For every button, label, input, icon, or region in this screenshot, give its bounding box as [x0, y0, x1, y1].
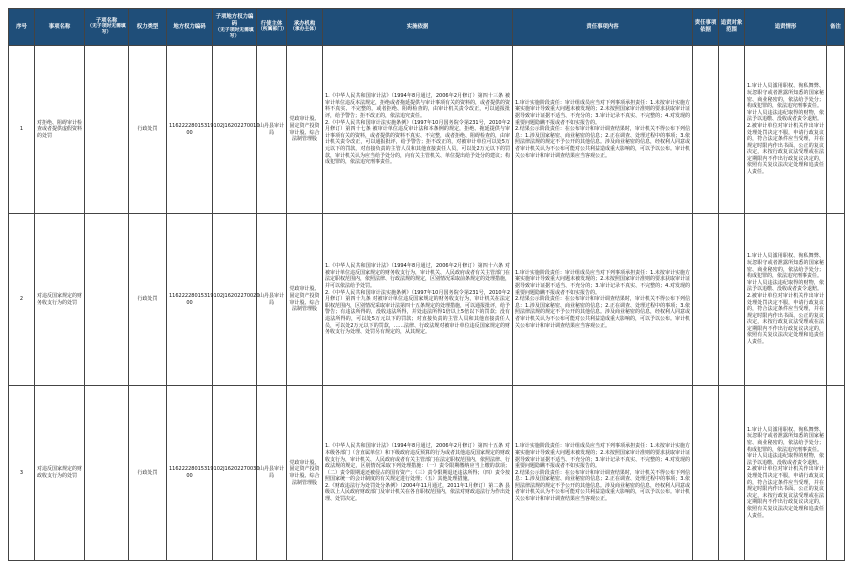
row-accountability-situations — [745, 386, 827, 561]
power-list-sheet — [8, 8, 844, 561]
row-organization: 党政审计股、固定资产投资审计股、综合法制管理股 — [287, 46, 323, 214]
table-row — [9, 214, 845, 386]
header-duty-content: 责任事项内容 — [513, 9, 693, 46]
header-duty-basis: 责任事项依据 — [693, 9, 719, 46]
situation-paragraph: 审计人员违法违纪取得的财物，依法予以追缴、没收或者责令退赔。 — [747, 279, 824, 293]
situation-paragraph: 1.审计人员滥用职权、徇私舞弊、玩忽职守或者泄露所知悉的国家秘密、商业秘密的，依法给予处分；构成犯罪的，依法追究刑事责任。 — [747, 253, 824, 280]
table-row — [9, 46, 845, 214]
row-sub-power-code — [213, 214, 257, 386]
row-accountable-scope — [719, 386, 745, 561]
basis-paragraph: 2.《中华人民共和国审计法实施条例》（1997年10月国务院令第231号，2010年2月修订）第四十九条 对被审计单位违反国家规定的财务收支行为，审计机关在法定职权范围内，区别情况采取审计法第四十五条规定的处理措施，可以通报批评，给予警告；有违法所得的，没收违法所得，并处违法所得1倍以上5倍以下的罚款；没有违法所得的，可以处5万元以下的罚款；对直接负责的主管人员和其他直接责任人员，可以处2万元以下的罚款，……法律、行政法规对被审计单位违反国家规定的财务收支行为处理、处罚另有规定的，从其规定。 — [325, 289, 511, 336]
header-remark: 备注 — [827, 9, 845, 46]
row-subject: 山丹县审计局 — [257, 386, 287, 561]
duty-paragraph: 2.结果公示阶段责任：在公布审计和审计调查结果时，审计机关不得公布下列信息：1.涉及国家秘密、商业秘密的信息；2.正在调查、处理过程中的事项；3.依照法律法规的规定不予公开的其他信息。涉及商业秘密的信息，经权利人同意或者审计机关认为不公布可能对公共利益造成重大影响的，可以予以公布。审计机关公布审计和审计调查结果应当客观公正。 — [515, 126, 691, 159]
row-basis — [323, 386, 513, 561]
row-power-code: 11622228015319102J16202270020 00 — [167, 214, 213, 386]
basis-paragraph: 1.《中华人民共和国审计法》（1994年8月通过，2006年2月修订）第四十六条 对被审计单位违反国家规定的财务收支行为，审计机关、人民政府或者有关主管部门在法定职权范围内，依照法律、行政法规的规定，区别情况采取前条规定的处理措施，并可以依法给予处罚。 — [325, 263, 511, 290]
header-seq: 序号 — [9, 9, 35, 46]
header-basis: 实施依据 — [323, 9, 513, 46]
row-duty-content — [513, 214, 693, 386]
row-accountability-situations — [745, 46, 827, 214]
row-accountability-situations — [745, 214, 827, 386]
row-organization: 党政审计股、固定资产投资审计股、综合法制管理股 — [287, 214, 323, 386]
basis-paragraph: 2.《中华人民共和国审计法实施条例》（1997年10月国务院令第231号，2010年2月修订）第四十七条 被审计单位违反审计法和本条例的规定，拒绝、拖延提供与审计事项有关的资料，或者提供的资料不真实、不完整，或者拒绝、阻碍检查的，由审计机关责令改正，可以通报批评，给予警告；拒不改正的，对被审计单位可以处5万元以下的罚款，对直接负责的主管人员和其他直接责任人员，可以处2万元以下的罚款，审计机关认为应当给予处分的，向有关主管机关、单位提出给予处分的建议；构成犯罪的，依法追究刑事责任。 — [325, 119, 511, 166]
row-seq: 1 — [9, 46, 35, 214]
header-sub-power-code: 子项地方权力编码 （无子项时无需填写） — [213, 9, 257, 46]
header-power-type: 权力类型 — [129, 9, 167, 46]
row-duty-content — [513, 386, 693, 561]
row-duty-basis — [693, 214, 719, 386]
header-item-name: 事项名称 — [35, 9, 85, 46]
situation-paragraph: 审计人员违法违纪取得的财物，依法予以追缴、没收或者责令退赔。 — [747, 453, 824, 466]
table-row — [9, 386, 845, 561]
header-row — [9, 9, 845, 46]
basis-paragraph: 2.《财政违法行为处罚处分条例》（2004年11月通过，2011年1月修订）第二条 县级以上人民政府财政部门及审计机关在各自职权范围内，依法对财政违法行为作出处理、处罚决定。 — [325, 482, 511, 503]
header-organization: 承办机构 （承办主体） — [287, 9, 323, 46]
row-basis — [323, 46, 513, 214]
situation-paragraph: 2.被审计单位对审计机关作出审计处理处罚决定不服，申请行政复议的，符合法定条件应当受理，并在规定时限内作出书面、公正的复议决定，未按行政复议法受理或在法定期限内不作出行政复议决定的，依照有关复议法决定处理和追责任人责任。 — [747, 466, 824, 519]
row-sub-item-name — [85, 386, 129, 561]
row-subject: 山丹县审计局 — [257, 46, 287, 214]
duty-paragraph: 1.审计实施阶段责任：审计组成员应当对下列事项承担责任：1.未按审计实施方案实施审计导致重大问题未被发现的；2.未按照国家审计准则的要求获取审计证据导致审计证据不适当、不充分的；3.审计记录不真实、不完整的；4.对发现的重要问题隐瞒不报或者不如实报告的。 — [515, 99, 690, 126]
power-responsibility-table — [8, 8, 845, 561]
duty-paragraph: 2.结果公示阶段责任：在公布审计和审计调查结果时，审计机关不得公布下列信息：1.涉及国家秘密、商业秘密的信息；2.正在调查、处理过程中的事项；3.依照法律法规的规定不予公开的其他信息。涉及商业秘密的信息，经权利人同意或者审计机关认为不公布可能对公共利益造成重大影响的，可以予以公布。审计机关公布审计和审计调查结果应当客观公正。 — [515, 469, 691, 503]
row-accountable-scope — [719, 46, 745, 214]
row-sub-power-code — [213, 386, 257, 561]
row-duty-basis — [693, 386, 719, 561]
row-power-code: 11622228015319102J16202270030 00 — [167, 386, 213, 561]
basis-paragraph: 1.《中华人民共和国审计法》（1994年8月通过，2006年2月修订）第四十三条 被审计单位违反本法规定，拒绝或者拖延提供与审计事项有关的资料的，或者提供的资料不真实、不完整的，或者拒绝、阻碍检查的，由审计机关责令改正，可以通报批评，给予警告；拒不改正的，依法追究责任。 — [325, 93, 511, 120]
row-power-type: 行政处罚 — [129, 214, 167, 386]
header-accountable-scope: 追责对象范围 — [719, 9, 745, 46]
situation-paragraph: 1.审计人员滥用职权、徇私舞弊、玩忽职守或者泄露所知悉的国家秘密、商业秘密的，依法给予处分；构成犯罪的，依法追究刑事责任。 — [747, 426, 824, 453]
row-sub-item-name — [85, 214, 129, 386]
row-seq: 3 — [9, 386, 35, 561]
row-item-name: 对违反国家规定的财政收支行为的处罚 — [35, 386, 85, 561]
row-organization: 党政审计股、固定资产投资审计股、综合法制管理股 — [287, 386, 323, 561]
row-remark — [827, 386, 845, 561]
row-power-type: 行政处罚 — [129, 386, 167, 561]
header-subject: 行使主体 （所属部门） — [257, 9, 287, 46]
header-accountability-situations: 追责情形 — [745, 9, 827, 46]
row-seq: 2 — [9, 214, 35, 386]
row-item-name: 对拒绝、阻碍审计检查或者提供虚假资料的处罚 — [35, 46, 85, 214]
situation-paragraph: 2.被审计单位对审计机关作出审计处理处罚决定不服，申请行政复议的，符合法定条件应当受理，并在规定时限内作出书面、公正的复议决定，未按行政复议法受理或在法定期限内不作出行政复议决定的，依照有关复议法决定处理和追责任人责任。 — [747, 122, 824, 176]
row-subject: 山丹县审计局 — [257, 214, 287, 386]
basis-paragraph: 1.《中华人民共和国审计法》（1994年8月通过，2006年2月修订）第四十五条 对本级各部门（含直属单位）和下级政府违反预算的行为或者其他违反国家规定的财政收支行为，审计机关、人民政府或者有关主管部门在法定职权范围内，依照法律、行政法规的规定，区别情况采取下列处理措施：（一）责令限期缴纳应当上缴的款项；（二）责令限期退还被侵占的国有资产；（三）责令限期退还违法所得；（四）责令按照国家统一的会计制度的有关规定进行处理；（五）其他处理措施。 — [325, 443, 511, 483]
duty-paragraph: 1.审计实施阶段责任：审计组成员应当对下列事项承担责任：1.未按审计实施方案实施审计导致重大问题未被发现的；2.未按照国家审计准则的要求获取审计证据导致审计证据不适当、不充分的；3.审计记录不真实、不完整的；4.对发现的重要问题隐瞒不报或者不如实报告的。 — [515, 269, 690, 296]
row-sub-power-code — [213, 46, 257, 214]
row-remark — [827, 46, 845, 214]
situation-paragraph: 2.被审计单位对审计机关作出审计处理处罚决定不服，申请行政复议的，符合法定条件应当受理，并在规定时限内作出书面、公正的复议决定，未按行政复议法受理或在法定期限内不作出行政复议决定的，依照有关复议法决定处理和追责任人责任。 — [747, 292, 824, 346]
situation-paragraph: 审计人员违法违纪取得的财物，依法予以追缴、没收或者责令退赔。 — [747, 109, 824, 123]
row-duty-content — [513, 46, 693, 214]
header-power-code: 地方权力编码 — [167, 9, 213, 46]
duty-paragraph: 1.审计实施阶段责任：审计组成员应当对下列事项承担责任：1.未按审计实施方案实施审计导致重大问题未被发现的；2.未按照国家审计准则的要求获取审计证据导致审计证据不适当、不充分的；3.审计记录不真实、不完整的；4.对发现的重要问题隐瞒不报或者不如实报告的。 — [515, 443, 690, 470]
row-power-code: 11622228015319102J16202270010 00 — [167, 46, 213, 214]
row-duty-basis — [693, 46, 719, 214]
row-item-name: 对违反国家规定的财务收支行为的处罚 — [35, 214, 85, 386]
row-sub-item-name — [85, 46, 129, 214]
situation-paragraph: 1.审计人员滥用职权、徇私舞弊、玩忽职守或者泄露所知悉的国家秘密、商业秘密的，依法给予处分；构成犯罪的，依法追究刑事责任。 — [747, 83, 824, 110]
header-sub-item-name: 子项名称 （无子项时无需填写） — [85, 9, 129, 46]
row-accountable-scope — [719, 214, 745, 386]
row-remark — [827, 214, 845, 386]
duty-paragraph: 2.结果公示阶段责任：在公布审计和审计调查结果时，审计机关不得公布下列信息：1.涉及国家秘密、商业秘密的信息；2.正在调查、处理过程中的事项；3.依照法律法规的规定不予公开的其他信息。涉及商业秘密的信息，经权利人同意或者审计机关认为不公布可能对公共利益造成重大影响的，可以予以公布。审计机关公布审计和审计调查结果应当客观公正。 — [515, 296, 691, 329]
row-basis — [323, 214, 513, 386]
row-power-type: 行政处罚 — [129, 46, 167, 214]
